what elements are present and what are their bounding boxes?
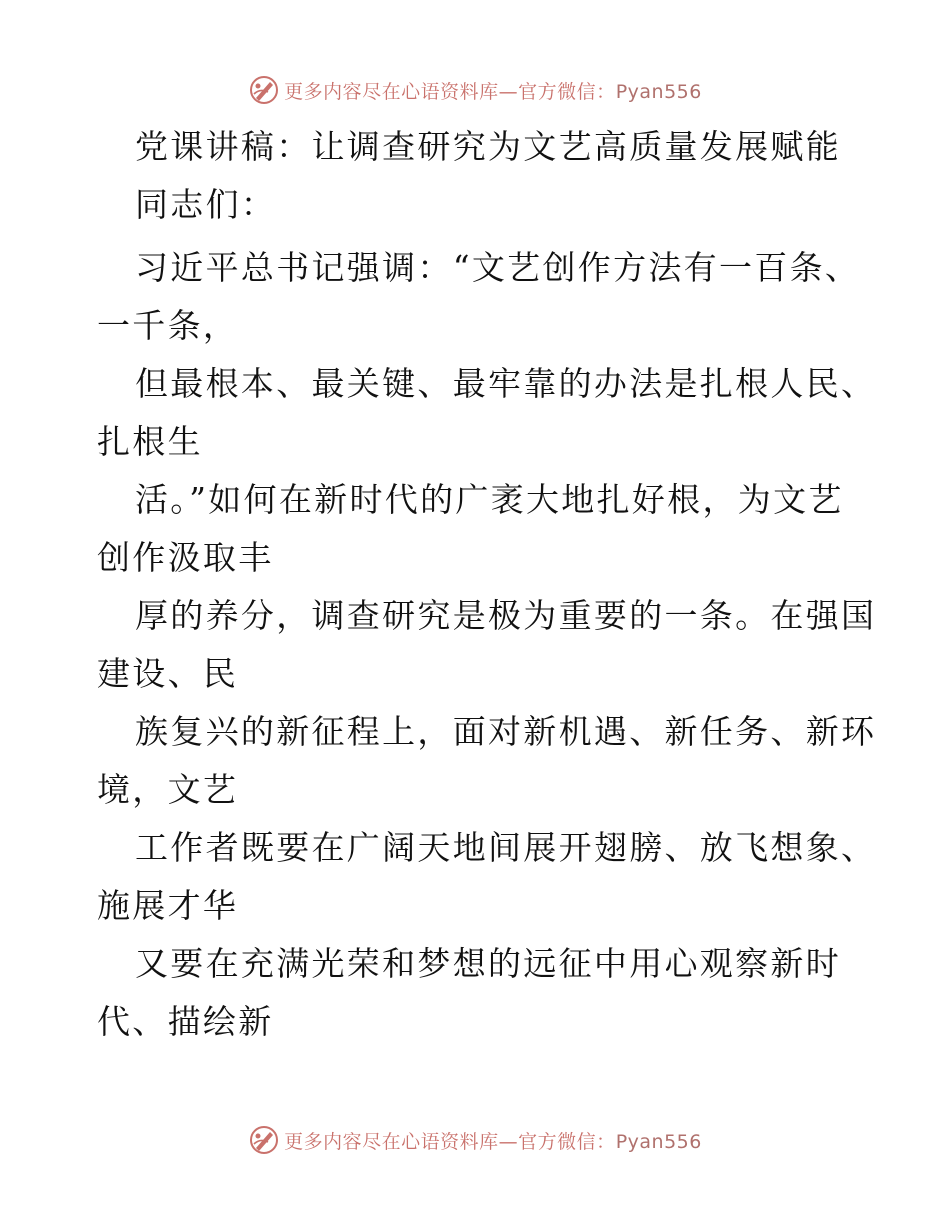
watermark-text: 更多内容尽在心语资料库 xyxy=(284,80,499,103)
text-line: 族复兴的新征程上，面对新机遇、新任务、新环 xyxy=(135,712,877,751)
text-line: 境，文艺 xyxy=(97,770,239,809)
footer-watermark xyxy=(0,1120,950,1160)
wechat-label: 官方微信： xyxy=(518,1130,616,1153)
text-line: 同志们： xyxy=(135,185,277,224)
wechat-id: Pyan556 xyxy=(615,80,702,103)
document-title: 党课讲稿：让调查研究为文艺高质量发展赋能 xyxy=(135,127,841,166)
text-line: 一千条， xyxy=(97,306,239,345)
wechat-label: 官方微信： xyxy=(518,80,616,103)
text-line: 活。”如何在新时代的广袤大地扎好根，为文艺 xyxy=(135,480,844,519)
text-line: 代、描绘新 xyxy=(97,1002,274,1041)
text-line: 又要在充满光荣和梦想的远征中用心观察新时 xyxy=(135,944,841,983)
text-line: 建设、民 xyxy=(97,654,239,693)
text-line: 创作汲取丰 xyxy=(97,538,274,577)
text-line: 扎根生 xyxy=(97,422,203,461)
watermark-separator: — xyxy=(498,1130,519,1153)
watermark-text: 更多内容尽在心语资料库 xyxy=(284,1130,499,1153)
text-line: 工作者既要在广阔天地间展开翅膀、放飞想象、 xyxy=(135,828,877,867)
watermark-separator: — xyxy=(498,80,519,103)
pen-logo-icon xyxy=(248,74,280,106)
text-line: 厚的养分，调查研究是极为重要的一条。在强国 xyxy=(135,596,877,635)
text-line: 习近平总书记强调：“文艺创作方法有一百条、 xyxy=(135,248,861,287)
wechat-id: Pyan556 xyxy=(615,1130,702,1153)
text-line: 施展才华 xyxy=(97,886,239,925)
text-line: 但最根本、最关键、最牢靠的办法是扎根人民、 xyxy=(135,364,877,403)
header-watermark xyxy=(0,70,950,110)
pen-logo-icon xyxy=(248,1124,280,1156)
